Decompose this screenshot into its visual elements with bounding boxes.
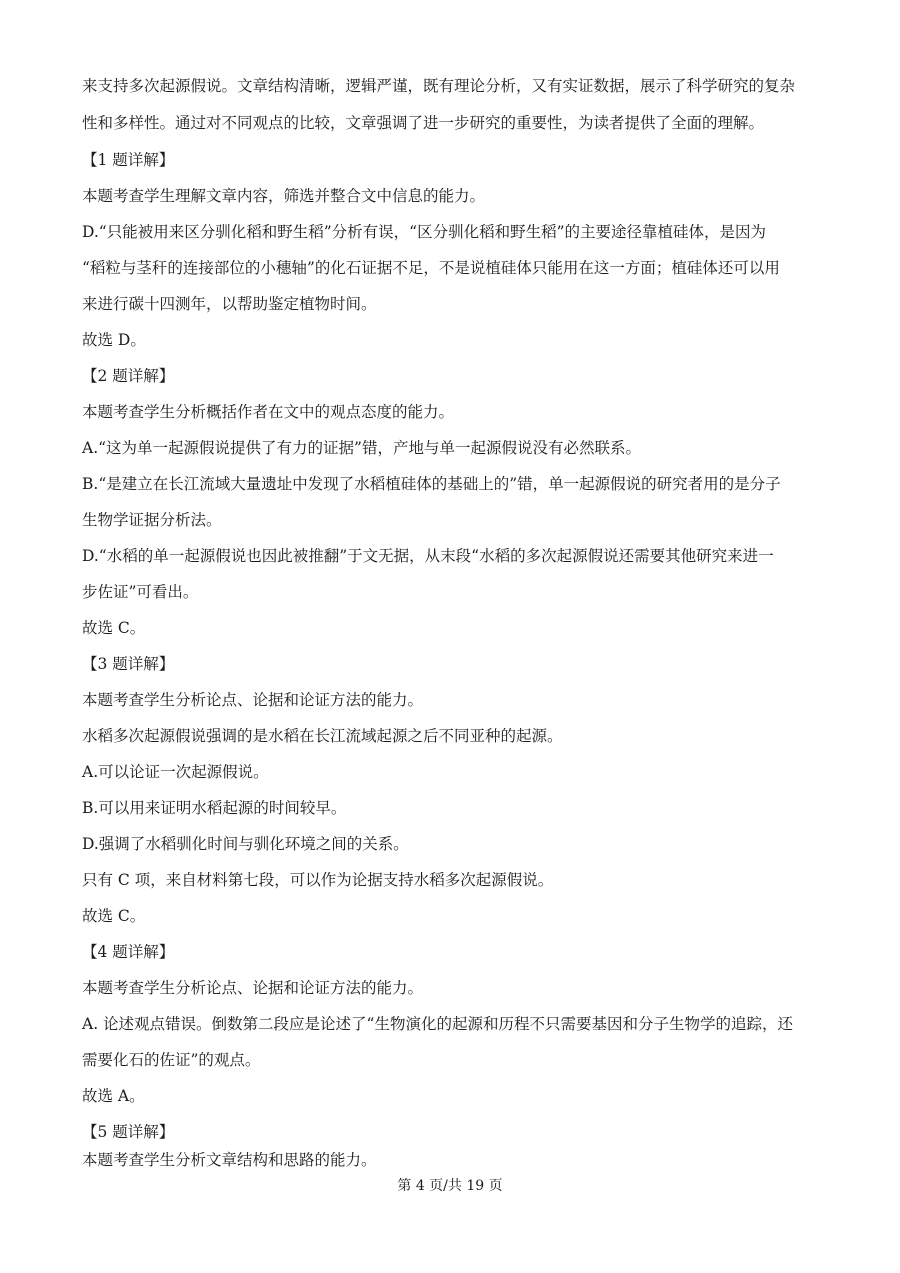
text-line: B.“是建立在长江流域大量遗址中发现了水稻植硅体的基础上的”错，单一起源假说的研究者用的是分子: [82, 475, 781, 493]
text-line: 来进行碳十四测年，以帮助鉴定植物时间。: [82, 295, 377, 313]
text-line: 性和多样性。通过对不同观点的比较，文章强调了进一步研究的重要性，为读者提供了全面的理解。: [82, 114, 765, 132]
text-line: 本题考查学生分析论点、论据和论证方法的能力。: [82, 979, 424, 997]
section-heading: 【4 题详解】: [82, 943, 175, 961]
text-line: A. 论述观点错误。倒数第二段应是论述了“生物演化的起源和历程不只需要基因和分子生物学的追踪，还: [82, 1015, 793, 1033]
text-line: 需要化石的佐证”的观点。: [82, 1051, 261, 1069]
text-line: “稻粒与茎秆的连接部位的小穗轴”的化石证据不足，不是说植硅体只能用在这一方面；植硅体还可以用: [82, 259, 780, 277]
page-footer: 第 4 页/共 19 页: [397, 1178, 503, 1194]
text-line: 本题考查学生理解文章内容，筛选并整合文中信息的能力。: [82, 187, 486, 205]
section-heading: 【1 题详解】: [82, 151, 175, 169]
text-line: 步佐证”可看出。: [82, 583, 199, 601]
section-heading: 【3 题详解】: [82, 655, 175, 673]
text-line: 本题考查学生分析文章结构和思路的能力。: [82, 1151, 377, 1169]
text-line: D.“水稻的单一起源假说也因此被推翻”于文无据，从末段“水稻的多次起源假说还需要其他研究来进一: [82, 547, 774, 565]
text-line: 本题考查学生分析论点、论据和论证方法的能力。: [82, 691, 424, 709]
text-line: A.“这为单一起源假说提供了有力的证据”错，产地与单一起源假说没有必然联系。: [82, 439, 641, 457]
text-line: B.可以用来证明水稻起源的时间较早。: [82, 799, 347, 817]
section-heading: 【2 题详解】: [82, 367, 175, 385]
text-line: D.“只能被用来区分驯化稻和野生稻”分析有误，“区分驯化稻和野生稻”的主要途径靠植硅体，是因为: [82, 223, 767, 241]
text-line: 生物学证据分析法。: [82, 511, 222, 529]
text-line: 来支持多次起源假说。文章结构清晰，逻辑严谨，既有理论分析，又有实证数据，展示了科学研究的复杂: [82, 77, 796, 95]
text-line: A.可以论证一次起源假说。: [82, 763, 269, 781]
answer-line: 故选 C。: [82, 907, 146, 925]
text-line: 只有 C 项，来自材料第七段，可以作为论据支持水稻多次起源假说。: [82, 871, 554, 889]
text-line: 水稻多次起源假说强调的是水稻在长江流域起源之后不同亚种的起源。: [82, 727, 563, 745]
section-heading: 【5 题详解】: [82, 1123, 175, 1141]
text-line: 本题考查学生分析概括作者在文中的观点态度的能力。: [82, 403, 455, 421]
answer-line: 故选 C。: [82, 619, 146, 637]
answer-line: 故选 A。: [82, 1087, 145, 1105]
text-line: D.强调了水稻驯化时间与驯化环境之间的关系。: [82, 835, 409, 853]
answer-line: 故选 D。: [82, 331, 146, 349]
